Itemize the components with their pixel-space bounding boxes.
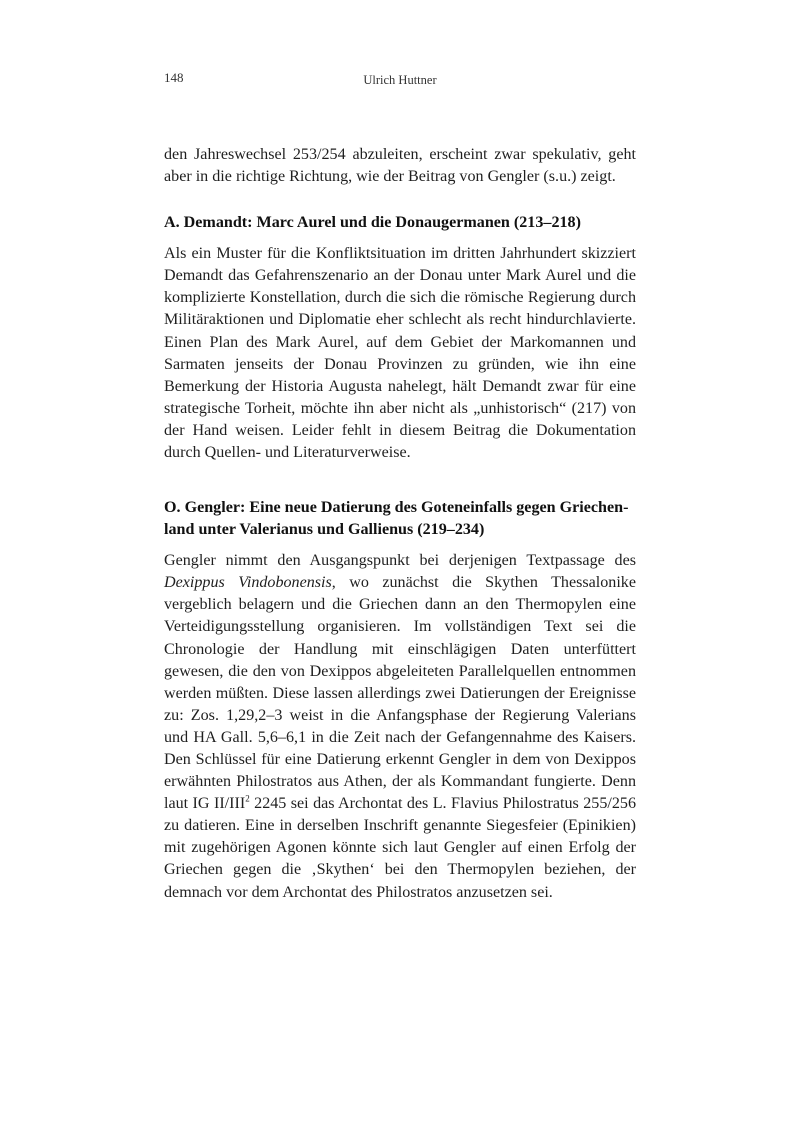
page-content bbox=[164, 144, 636, 904]
body-text: , wo zunächst die Skythen Thessalonike vergeblich belagern und die Griechen dann an den Thermopylen eine Verteidigungsstellung organisieren. Im vollständigen Text sei die Chronologie der Handlung mit einschlägigen Daten unterfüttert gewesen, die den von Dexippos abgeleiteten Parallelquellen entnommen werden müßten. Diese lassen allerdings zwei Datierungen der Ereignisse zu: Zos. 1,29,2–3 weist in die Anfangsphase der Regierung Valerians und HA Gall. 5,6–6,1 in die Zeit nach der Gefangennahme des Kaisers. Den Schlüssel für eine Datierung erkennt Gengler in dem von Dexippos erwähnten Philostratos aus Athen, der als Kommandant fungierte. Denn laut IG II/III bbox=[164, 574, 636, 813]
page-number: 148 bbox=[164, 70, 184, 85]
superscript: 2 bbox=[245, 793, 250, 804]
intro-paragraph: den Jahreswechsel 253/254 abzuleiten, erscheint zwar spekulativ, geht aber in die richtige Richtung, wie der Beitrag von Gengler (s.u.) zeigt. bbox=[164, 146, 636, 186]
work-title-italic: Dexippus Vindobonensis bbox=[164, 574, 332, 592]
body-text: 2245 sei das Archontat des L. Flavius Philostratus 255/256 zu datieren. Eine in derselben Inschrift genannte Siegesfeier (Epinikien) mit zugehörigen Agonen könnte sich laut Gengler auf einen Erfolg der Griechen gegen die ‚Skythen‘ bei den Thermopylen beziehen, der demnach vor dem Archontat des Philostratos anzusetzen sei. bbox=[164, 795, 636, 901]
section-body-demandt: Als ein Muster für die Konfliktsituation im dritten Jahrhundert skizziert Demandt das Gefahrenszenario an der Donau unter Mark Aurel und die komplizierte Konstellation, durch die sich die römische Regierung durch Militäraktionen und Diplomatie eher schlecht als recht hindurchlavierte. Einen Plan des Mark Aurel, auf dem Gebiet der Markomannen und Sarmaten jenseits der Donau Provinzen zu gründen, wie ihn eine Bemerkung der Historia Augusta nahelegt, hält Demandt zwar für eine strategische Torheit, möchte ihn aber nicht als „unhistorisch“ (217) von der Hand weisen. Leider fehlt in diesem Beitrag die Dokumentation durch Quellen- und Literaturverweise. bbox=[164, 245, 636, 462]
section-heading-gengler: O. Gengler: Eine neue Datierung des Goteneinfalls gegen Griechenland unter Valerianus und Gallienus (219–234) bbox=[164, 499, 629, 539]
page-header bbox=[164, 70, 636, 90]
section-heading-demandt: A. Demandt: Marc Aurel und die Donaugermanen (213–218) bbox=[164, 214, 581, 232]
body-text: Gengler nimmt den Ausgangspunkt bei derjenigen Textpassage des bbox=[164, 552, 636, 570]
running-head: Ulrich Huttner bbox=[363, 73, 437, 87]
section-body-gengler bbox=[164, 550, 636, 904]
